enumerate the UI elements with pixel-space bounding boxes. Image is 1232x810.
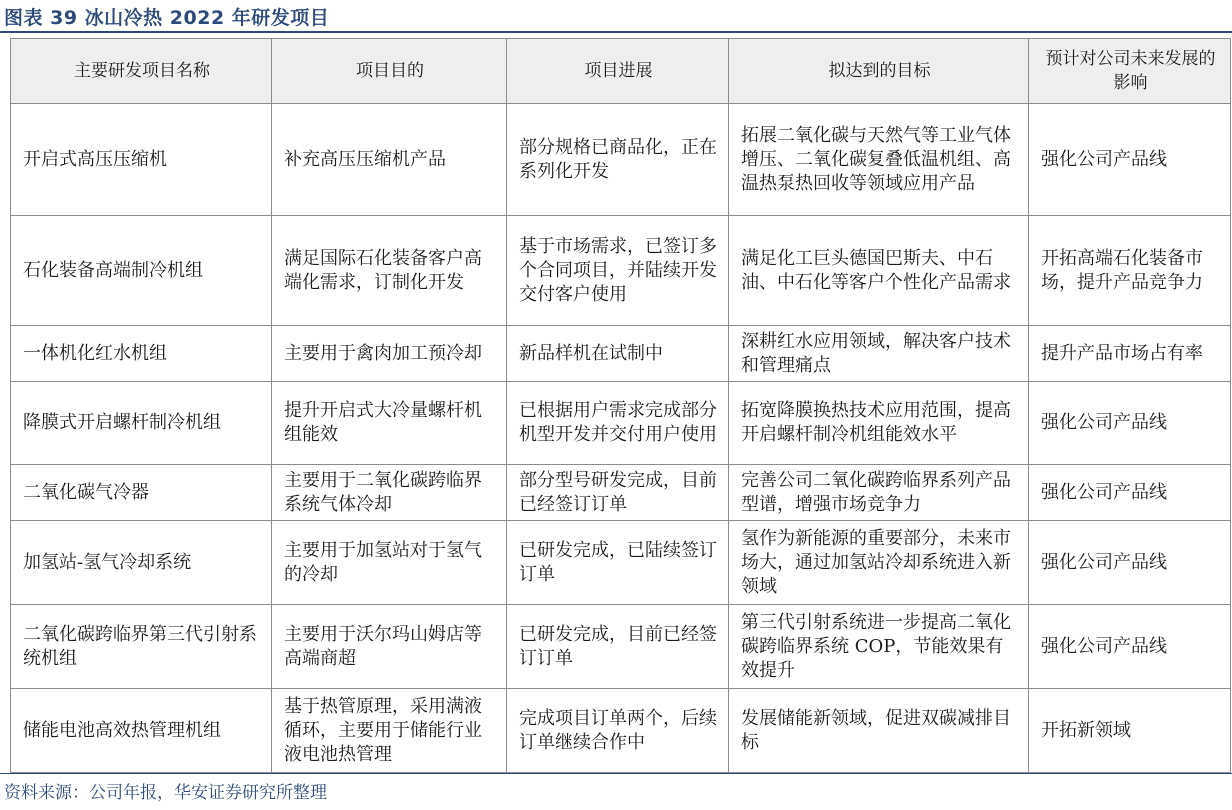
- cell-purpose: 主要用于禽肉加工预冷却: [272, 326, 507, 382]
- cell-project-name: 二氧化碳跨临界第三代引射系统机组: [11, 605, 272, 689]
- cell-project-name: 储能电池高效热管理机组: [11, 689, 272, 773]
- cell-target: 第三代引射系统进一步提高二氧化碳跨临界系统 COP，节能效果有效提升: [729, 605, 1029, 689]
- cell-progress: 完成项目订单两个，后续订单继续合作中: [507, 689, 729, 773]
- header-target: 拟达到的目标: [729, 39, 1029, 104]
- cell-project-name: 一体机化红水机组: [11, 326, 272, 382]
- table-row: [11, 216, 1231, 326]
- table-row: [11, 689, 1231, 773]
- cell-impact: 强化公司产品线: [1029, 465, 1231, 521]
- cell-purpose: 基于热管原理，采用满液循环，主要用于储能行业液电池热管理: [272, 689, 507, 773]
- table-row: [11, 521, 1231, 605]
- cell-purpose: 主要用于加氢站对于氢气的冷却: [272, 521, 507, 605]
- cell-project-name: 加氢站-氢气冷却系统: [11, 521, 272, 605]
- cell-target: 氢作为新能源的重要部分，未来市场大，通过加氢站冷却系统进入新领域: [729, 521, 1029, 605]
- cell-impact: 开拓新领域: [1029, 689, 1231, 773]
- figure-title: 图表 39 冰山冷热 2022 年研发项目: [4, 7, 330, 29]
- cell-impact: 提升产品市场占有率: [1029, 326, 1231, 382]
- cell-purpose: 满足国际石化装备客户高端化需求，订制化开发: [272, 216, 507, 326]
- table-row: [11, 326, 1231, 382]
- cell-progress: 已研发完成，已陆续签订订单: [507, 521, 729, 605]
- cell-target: 拓宽降膜换热技术应用范围，提高开启螺杆制冷机组能效水平: [729, 382, 1029, 465]
- cell-impact: 强化公司产品线: [1029, 104, 1231, 216]
- cell-progress: 已研发完成，目前已经签订订单: [507, 605, 729, 689]
- cell-purpose: 提升开启式大冷量螺杆机组能效: [272, 382, 507, 465]
- cell-progress: 部分规格已商品化，正在系列化开发: [507, 104, 729, 216]
- header-progress: 项目进展: [507, 39, 729, 104]
- cell-target: 满足化工巨头德国巴斯夫、中石油、中石化等客户个性化产品需求: [729, 216, 1029, 326]
- cell-project-name: 二氧化碳气冷器: [11, 465, 272, 521]
- header-project-name: 主要研发项目名称: [11, 39, 272, 104]
- cell-purpose: 补充高压压缩机产品: [272, 104, 507, 216]
- table-header-row: [11, 39, 1231, 104]
- cell-impact: 强化公司产品线: [1029, 521, 1231, 605]
- cell-project-name: 开启式高压压缩机: [11, 104, 272, 216]
- cell-progress: 基于市场需求，已签订多个合同项目，并陆续开发交付客户使用: [507, 216, 729, 326]
- cell-purpose: 主要用于沃尔玛山姆店等高端商超: [272, 605, 507, 689]
- title-divider: [0, 31, 1232, 33]
- table-row: [11, 605, 1231, 689]
- cell-progress: 部分型号研发完成，目前已经签订订单: [507, 465, 729, 521]
- cell-impact: 强化公司产品线: [1029, 605, 1231, 689]
- cell-progress: 已根据用户需求完成部分机型开发并交付用户使用: [507, 382, 729, 465]
- source-note: 资料来源：公司年报，华安证券研究所整理: [4, 783, 327, 803]
- cell-target: 拓展二氧化碳与天然气等工业气体增压、二氧化碳复叠低温机组、高温热泵热回收等领域应用产品: [729, 104, 1029, 216]
- cell-project-name: 降膜式开启螺杆制冷机组: [11, 382, 272, 465]
- cell-progress: 新品样机在试制中: [507, 326, 729, 382]
- rd-projects-table: [10, 38, 1231, 773]
- cell-project-name: 石化装备高端制冷机组: [11, 216, 272, 326]
- cell-target: 完善公司二氧化碳跨临界系列产品型谱，增强市场竞争力: [729, 465, 1029, 521]
- footer-divider: [0, 773, 1232, 774]
- table-row: [11, 382, 1231, 465]
- cell-impact: 强化公司产品线: [1029, 382, 1231, 465]
- cell-impact: 开拓高端石化装备市场，提升产品竞争力: [1029, 216, 1231, 326]
- cell-target: 深耕红水应用领域，解决客户技术和管理痛点: [729, 326, 1029, 382]
- table-row: [11, 465, 1231, 521]
- header-purpose: 项目目的: [272, 39, 507, 104]
- table-row: [11, 104, 1231, 216]
- cell-purpose: 主要用于二氧化碳跨临界系统气体冷却: [272, 465, 507, 521]
- cell-target: 发展储能新领域，促进双碳减排目标: [729, 689, 1029, 773]
- header-impact: 预计对公司未来发展的影响: [1029, 39, 1231, 104]
